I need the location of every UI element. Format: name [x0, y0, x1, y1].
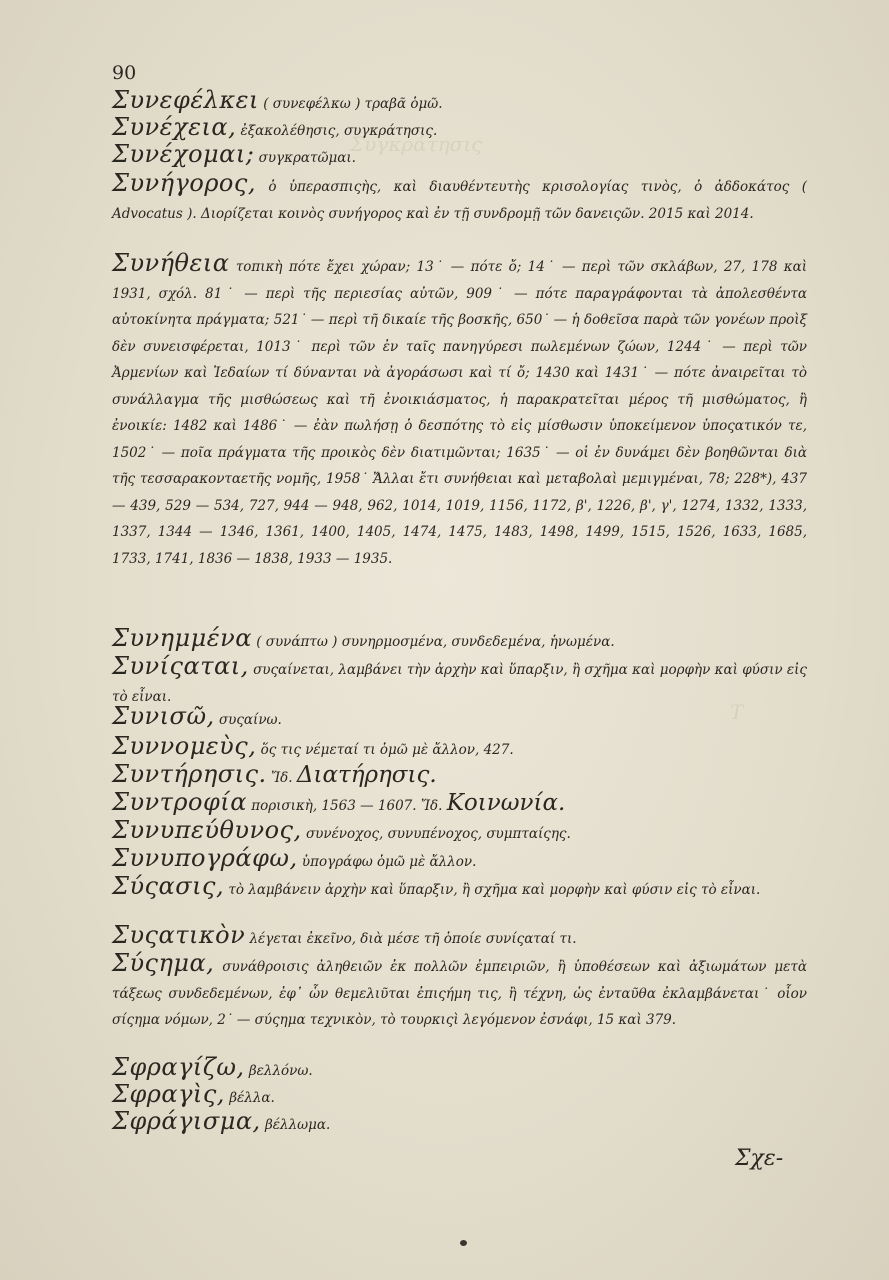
entry-text: τοπικὴ πότε ἔχει χώραν; 13˙ — πότε ὄ; 14˙ — περὶ τῶν σκλάβων, 27, 178 καὶ 1931, σχόλ. 81˙ — περὶ τῆς περιεσίας αὐτῶν, 909˙ — πότε παραγράφονται τὰ ἀπολεσθέντα αὐτοκίνητα πράγματα; 521˙ — περὶ τῆ δικαίε τῆς βοσκῆς, 650˙ — ἡ δοθεῖσα παρὰ τῶν γονέων προὶξ δὲν συνεισφέρεται, 1013˙ περὶ τῶν ἐν ταῖς πανηγύρεσι πωλεμένων ζώων, 1244˙ — περὶ τῶν Ἀρμενίων καὶ Ἰεδαίων τί δύνανται νὰ ἀγοράσωσι καὶ τί ὄ; 1430 καὶ 1431˙ — πότε ἀναιρεῖται τὸ συνάλλαγμα τῆς μισθώσεως καὶ τῆ ἐνοικιάσματος, ἡ παρακρατεῖται μέρος τῆ μισθώματος, ἢ ἐνοικίε: 1482 καὶ 1486˙ — ἐὰν πωλήσῃ ὁ δεσπότης τὸ εἰς μίσθωσιν ὑποκείμενον ὑποςατικόν τε, 1502˙ — ποῖα πράγματα τῆς προικὸς δὲν διατιμῶνται; 1635˙ — οἱ ἐν δυνάμει δὲν βοηθῶνται διὰ τῆς τεσσαρακονταετῆς νομῆς, 1958˙ Ἄλλαι ἔτι συνήθειαι καὶ μεταβολαὶ μεμιγμέναι, 78; 228*), 437 — 439, 529 — 534, 727, 944 — 948, 962, 1014, 1019, 1156, 1172, β', 1226, β', γ', 1274, 1332, 1333, 1337, 1344 — 1346, 1361, 1400, 1405, 1474, 1475, 1483, 1498, 1499, 1515, 1526, 1633, 1685, 1733, 1741, 1836 — 1838, 1933 — 1935. [112, 259, 807, 567]
entry-text: ( συνάπτω ) συνηρμοσμένα, συνδεδεμένα, ἡνωμένα. [256, 634, 615, 650]
page-number: 90 [112, 62, 137, 84]
entry-text: βέλλωμα. [264, 1117, 331, 1133]
dictionary-entry [112, 1108, 807, 1139]
entry-text: ὑπογράφω ὁμῶ μὲ ἄλλον. [301, 854, 477, 870]
dictionary-entry [112, 703, 807, 734]
headword: Σφραγίζω, [112, 1053, 245, 1081]
headword: Σύςημα, [112, 949, 215, 977]
entry-text: ἐξακολέθησις, συγκράτησις. [240, 123, 438, 139]
entry-text: ὅς τις νέμεταί τι ὁμῶ μὲ ἄλλον, 427. [260, 742, 514, 758]
entry-text: Ἴδ. [270, 770, 293, 786]
bleed-through-text: Συγκράτησις [350, 132, 483, 156]
headword: Σύςασις, [112, 872, 225, 900]
cross-reference: Κοινωνία. [446, 790, 566, 816]
dictionary-entry [112, 141, 807, 172]
dictionary-entry [112, 761, 807, 792]
dictionary-entry [112, 250, 807, 572]
entry-text: συγκρατῶμαι. [258, 150, 356, 166]
entry-text: βελλόνω. [248, 1063, 313, 1079]
cross-reference: Διατήρησις. [296, 762, 437, 788]
headword: Συνυπεύθυνος, [112, 816, 302, 844]
dictionary-entry [112, 653, 807, 710]
dictionary-entry [112, 817, 807, 848]
entry-text: λέγεται ἐκεῖνο, διὰ μέσε τῆ ὁποίε συνίςαταί τι. [249, 931, 577, 947]
headword: Σφραγὶς, [112, 1080, 225, 1108]
entry-text: βέλλα. [229, 1090, 275, 1106]
dictionary-entry [112, 789, 807, 820]
headword: Σφράγισμα, [112, 1107, 261, 1135]
dictionary-entry [112, 873, 807, 904]
bleed-through-text: Τ [730, 700, 744, 724]
headword: Συνέχομαι; [112, 140, 255, 168]
headword: Συνήθεια [112, 249, 230, 277]
dictionary-entry [112, 922, 807, 953]
headword: Συςατικὸν [112, 921, 246, 949]
entry-text: τὸ λαμβάνειν ἀρχὴν καὶ ὕπαρξιν, ἢ σχῆμα καὶ μορφὴν καὶ φύσιν εἰς τὸ εἶναι. [228, 882, 761, 898]
entry-text: ὁ ὑπερασπιςὴς, καὶ διαυθέντευτὴς κρισολογίας τινὸς, ὁ ἀδδοκάτος ( Advocatus ). Διορίζεται κοινὸς συνήγορος καὶ ἐν τῇ συνδρομῇ τῶν δανειςῶν. 2015 καὶ 2014. [112, 179, 807, 222]
entry-text: συνένοχος, συνυπένοχος, συμπταίςης. [305, 826, 571, 842]
headword: Συντήρησις. [112, 760, 267, 788]
ink-spot [460, 1240, 467, 1246]
dictionary-entry [112, 733, 807, 764]
headword: Συνισῶ, [112, 702, 215, 730]
headword: Συννομεὺς, [112, 732, 257, 760]
entry-text: συςαίνεται, λαμβάνει τὴν ἀρχὴν καὶ ὕπαρξιν, ἢ σχῆμα καὶ μορφὴν καὶ φύσιν εἰς τὸ εἶναι. [112, 662, 807, 705]
entry-text: πορισικὴ, 1563 — 1607. Ἴδ. [251, 798, 443, 814]
headword: Συνήγορος, [112, 169, 256, 197]
entry-text: συνάθροισις ἀληθειῶν ἐκ πολλῶν ἐμπειριῶν, ἢ ὑποθέσεων καὶ ἀξιωμάτων μετὰ τάξεως συνδεδεμένων, ἐφ᾽ ὧν θεμελιῦται ἐπιςήμη τις, ἢ τέχνη, ὡς ἐνταῦθα ἐκλαμβάνεται˙ οἷον σίςημα νόμων, 2˙ — σύςημα τεχνικὸν, τὸ τουρκιςὶ λεγόμενον ἐσνάφι, 15 καὶ 379. [112, 959, 807, 1028]
dictionary-entry [112, 845, 807, 876]
headword: Συνέχεια, [112, 113, 237, 141]
dictionary-entry [112, 950, 807, 1034]
headword: Συντροφία [112, 788, 247, 816]
headword: Συνεφέλκει [112, 86, 259, 114]
catchword: Σχε- [735, 1146, 784, 1171]
headword: Συνίςαται, [112, 652, 249, 680]
entry-text: ( συνεφέλκω ) τραβᾶ ὁμῶ. [263, 96, 443, 112]
dictionary-entry [112, 625, 807, 656]
headword: Συνυπογράφω, [112, 844, 298, 872]
dictionary-entry [112, 170, 807, 227]
entry-text: συςαίνω. [218, 712, 282, 728]
headword: Συνημμένα [112, 624, 252, 652]
